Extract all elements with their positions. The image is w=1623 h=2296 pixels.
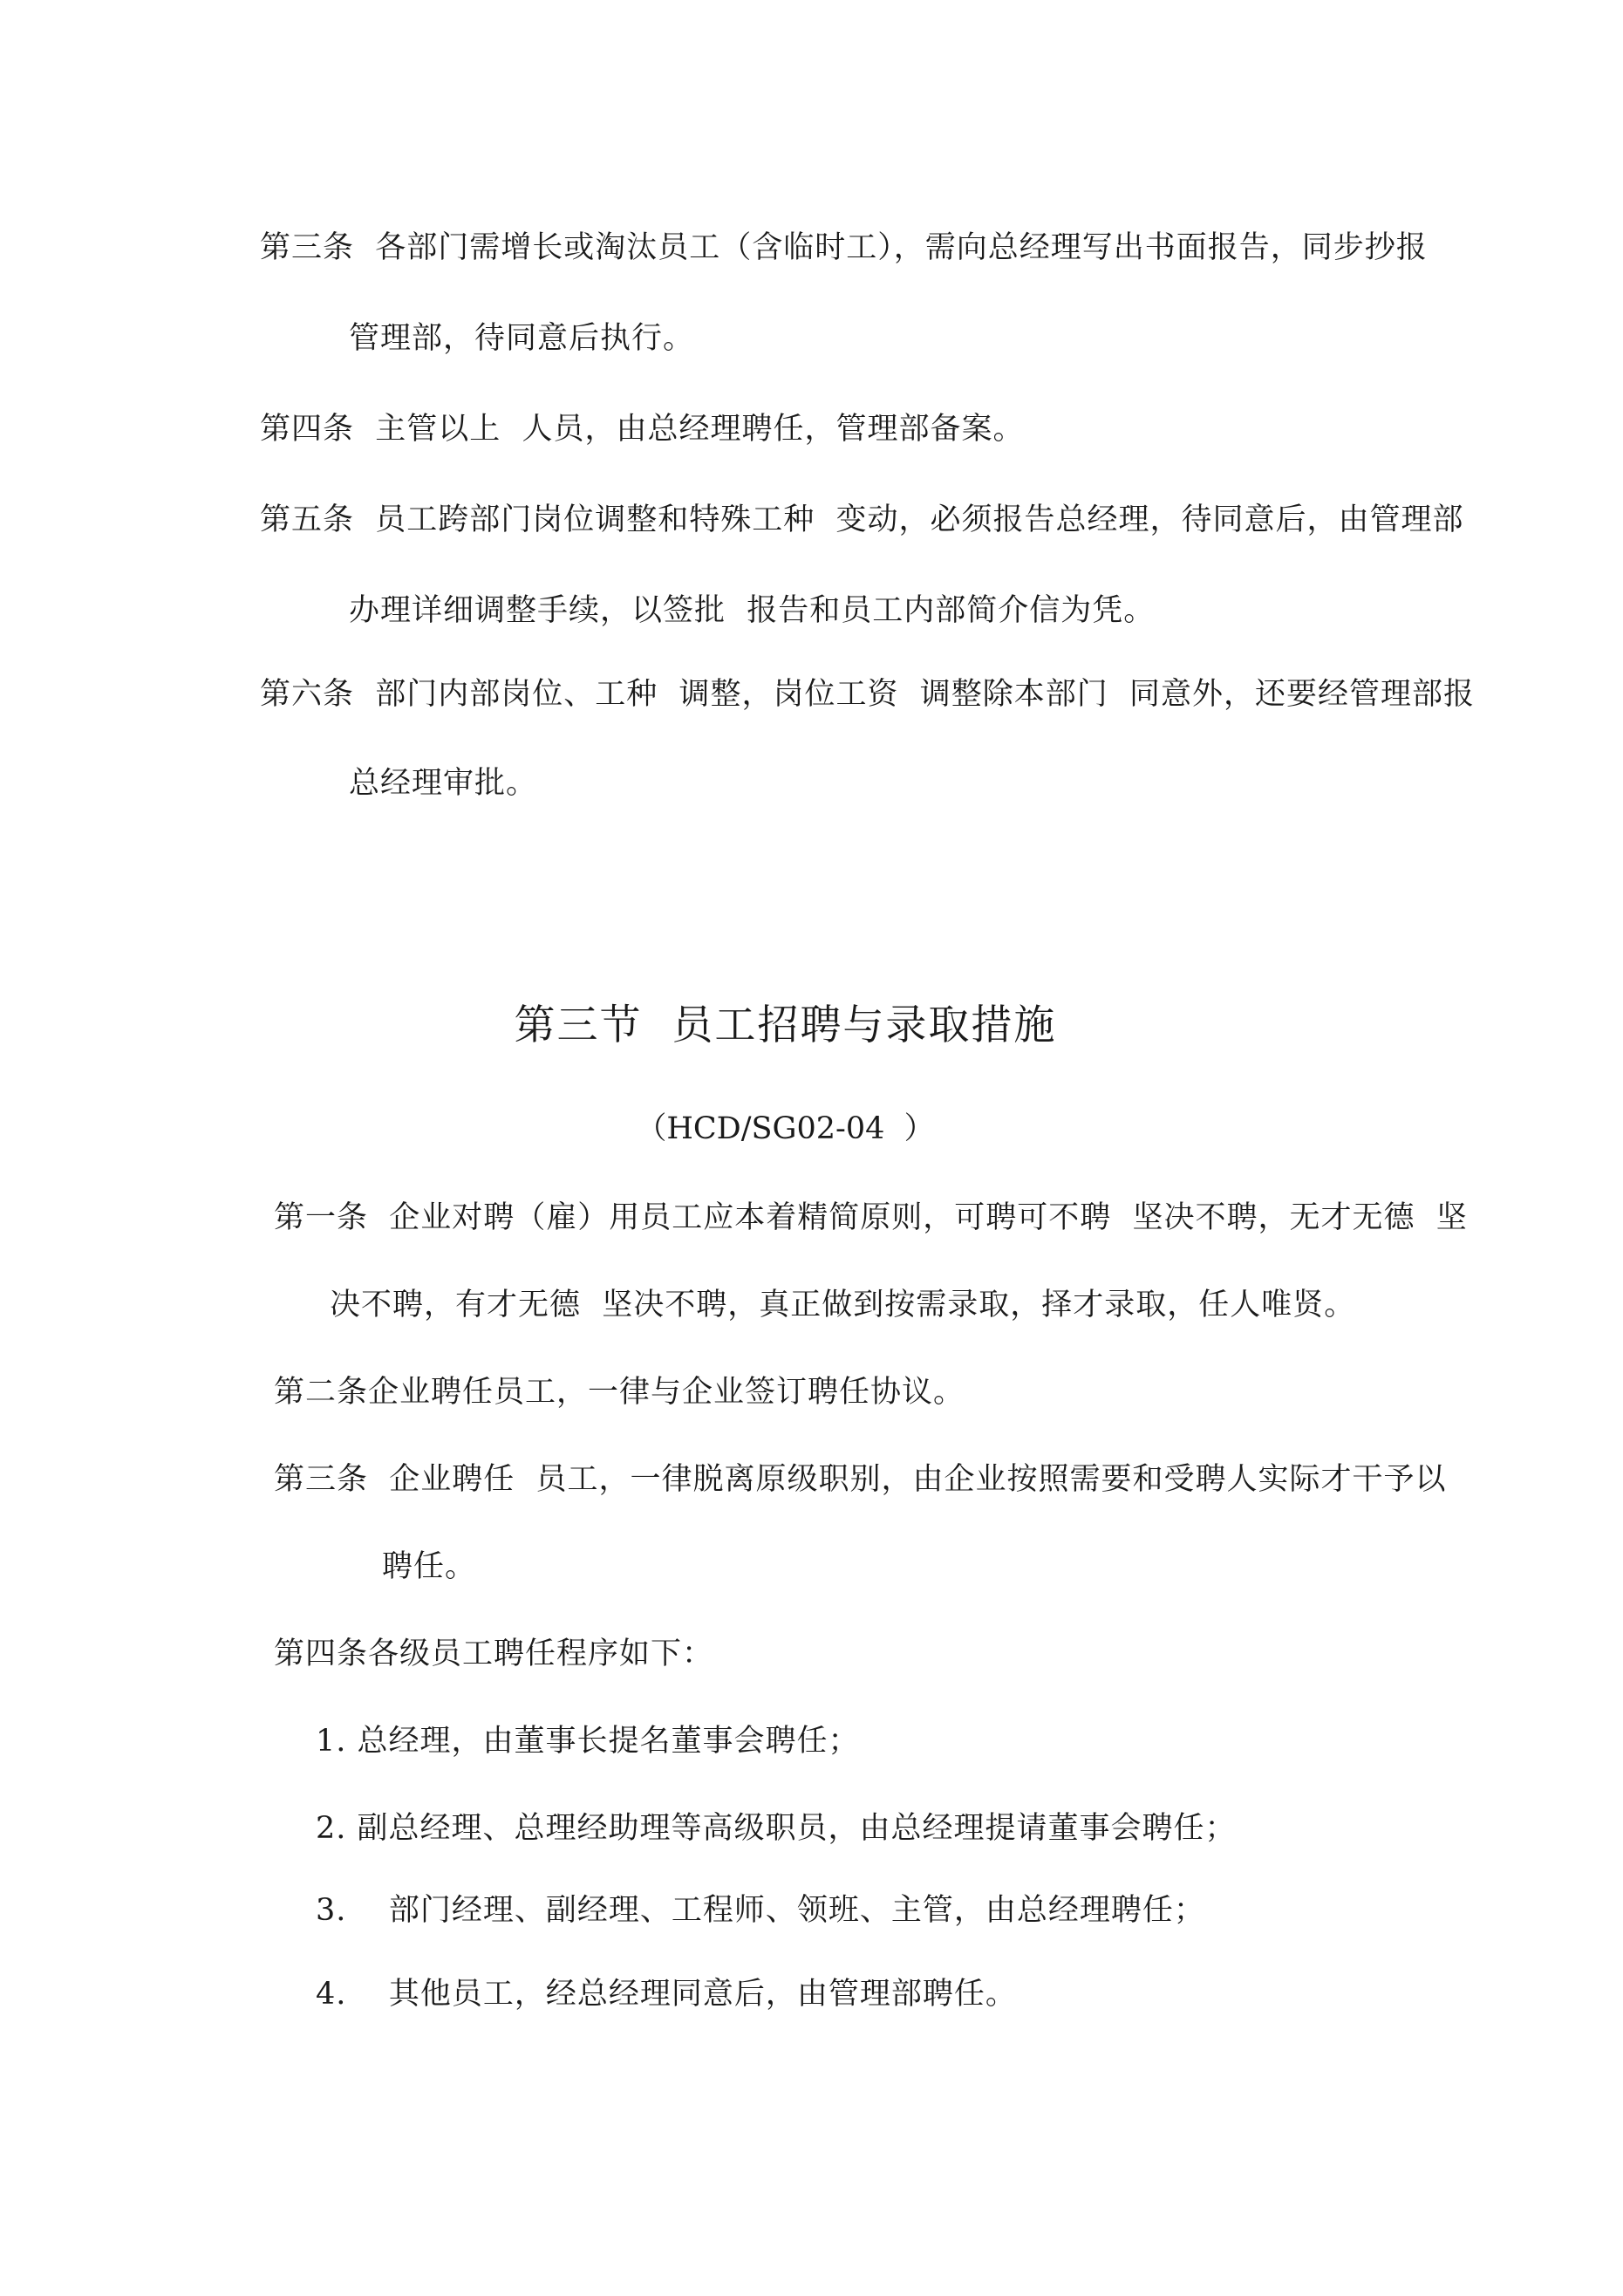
article-6-line-2: 总经理审批。	[349, 766, 538, 801]
procedure-item: 1. 总经理，由董事长提名董事会聘任；	[316, 1724, 860, 1759]
article-3-line-1: 第三条 各部门需增长或淘汰员工（含临时工），需向总经理写出书面报告，同步抄报	[260, 230, 1428, 265]
recruit-article-4-line-1: 第四条各级员工聘任程序如下：	[274, 1637, 714, 1671]
procedure-item: 2. 副总经理、总理经助理等高级职员，由总经理提请董事会聘任；	[316, 1811, 1237, 1846]
recruit-article-1-line-2: 决不聘，有才无德 坚决不聘，真正做到按需录取，择才录取，任人唯贤。	[330, 1288, 1356, 1322]
recruit-article-2-line-1: 第二条企业聘任员工，一律与企业签订聘任协议。	[274, 1375, 965, 1410]
recruit-article-1-line-1: 第一条 企业对聘（雇）用员工应本着精简原则，可聘可不聘 坚决不聘，无才无德 坚	[274, 1200, 1468, 1235]
procedure-item: 3. 部门经理、副经理、工程师、领班、主管，由总经理聘任；	[316, 1893, 1205, 1928]
article-6-line-1: 第六条 部门内部岗位、工种 调整，岗位工资 调整除本部门 同意外，还要经管理部报	[260, 677, 1476, 712]
article-3-line-2: 管理部，待同意后执行。	[349, 321, 695, 356]
article-5-line-2: 办理详细调整手续，以签批 报告和员工内部简介信为凭。	[349, 593, 1156, 628]
section-code: （HCD/SG02-04 ）	[636, 1111, 935, 1146]
section-title: 第三节 员工招聘与录取措施	[514, 1001, 1057, 1049]
recruit-article-3-line-1: 第三条 企业聘任 员工，一律脱离原级职别，由企业按照需要和受聘人实际才干予以	[274, 1462, 1447, 1497]
recruit-article-3-line-2: 聘任。	[382, 1549, 477, 1584]
procedure-item: 4. 其他员工，经总经理同意后，由管理部聘任。	[316, 1977, 1017, 2012]
article-5-line-1: 第五条 员工跨部门岗位调整和特殊工种 变动，必须报告总经理，待同意后，由管理部	[260, 502, 1464, 537]
article-4-line-1: 第四条 主管以上 人员，由总经理聘任，管理部备案。	[260, 412, 1025, 447]
